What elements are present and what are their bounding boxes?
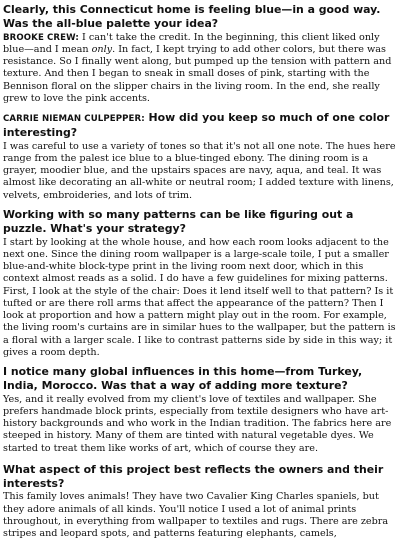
qa-section-2 [3,111,396,202]
question-text: How did you keep so much of one color interesting? [3,111,390,140]
question-heading: Clearly, this Connecticut home is feeling blue—in a good way. Was the all-blue palette your idea? [3,3,381,31]
qa-section-1 [3,3,396,105]
answer-emphasis: only [91,43,113,55]
question-heading: Working with so many patterns can be like figuring out a puzzle. What's your strategy? [3,207,354,236]
question-heading [3,111,396,141]
answer-paragraph: This family loves animals! They have two Cavalier King Charles spaniels, but they adore animals of all kinds. You'll notice I used a lot of animal prints throughout, in everything from wallpaper to textiles and rugs. There are zebra stripes and leopard spots, and patterns featuring elephants, camels, [3,491,389,540]
answer-paragraph: Yes, and it really evolved from my client's love of textiles and wallpaper. She prefers handmade block prints, especially from textile designers who have art-history backgrounds and who work in the Indian tradition. The fabrics here are steeped in history. Many of them are tinted with natural vegetable dyes. We started to treat them like works of art, which of course they are. [3,393,392,454]
speaker-name: CARRIE NIEMAN CULPEPPER: [3,114,145,125]
speaker-name: BROOKE CREW: [3,32,79,43]
qa-section-5 [3,463,396,541]
answer-text: . In fact, I kept trying to add other colors, but there was resistance. So I finally went along, but pumped up the tension with pattern and texture. And then I began to sneak in small doses of pink, starting with the Bennison floral on the slipper chairs in the living room. In the end, she really grew to love the pink accents. [3,43,392,104]
answer-paragraph: I was careful to use a variety of tones so that it's not all one note. The hues here range from the palest ice blue to a blue-tinged ebony. The dining room is a grayer, moodier blue, and the upstairs spaces are navy, aqua, and teal. It was almost like decorating an all-white or neutral room; I added texture with linens, velvets, embroideries, and lots of trim. [3,140,396,201]
question-heading: I notice many global influences in this home—from Turkey, India, Morocco. Was that a way of adding more texture? [3,365,363,393]
answer-paragraph [3,32,396,106]
qa-section-4 [3,365,396,455]
answer-text: I can't take the credit. In the beginning, this client liked only blue—and I mean [3,31,380,55]
question-heading: What aspect of this project best reflects the owners and their interests? [3,462,384,491]
answer-paragraph: I start by looking at the whole house, and how each room looks adjacent to the next one. Since the dining room wallpaper is a large-scale toile, I put a smaller blue-and-white block-type print in the living room next door, which in this context almost reads as a solid. I do have a few guidelines for mixing patterns. First, I look at the style of the chair: Does it lend itself well to that pattern? Is it tufted or are there roll arms that affect the appearance of the pattern? Then I look at proportion and how a pattern might play out in the room. For example, the living room's curtains are in similar hues to the wallpaper, but the pattern is a floral with a larger scale. I like to contrast patterns side by side in this way; it gives a room depth. [3,236,396,358]
qa-section-3 [3,208,396,359]
article-page [3,3,396,546]
